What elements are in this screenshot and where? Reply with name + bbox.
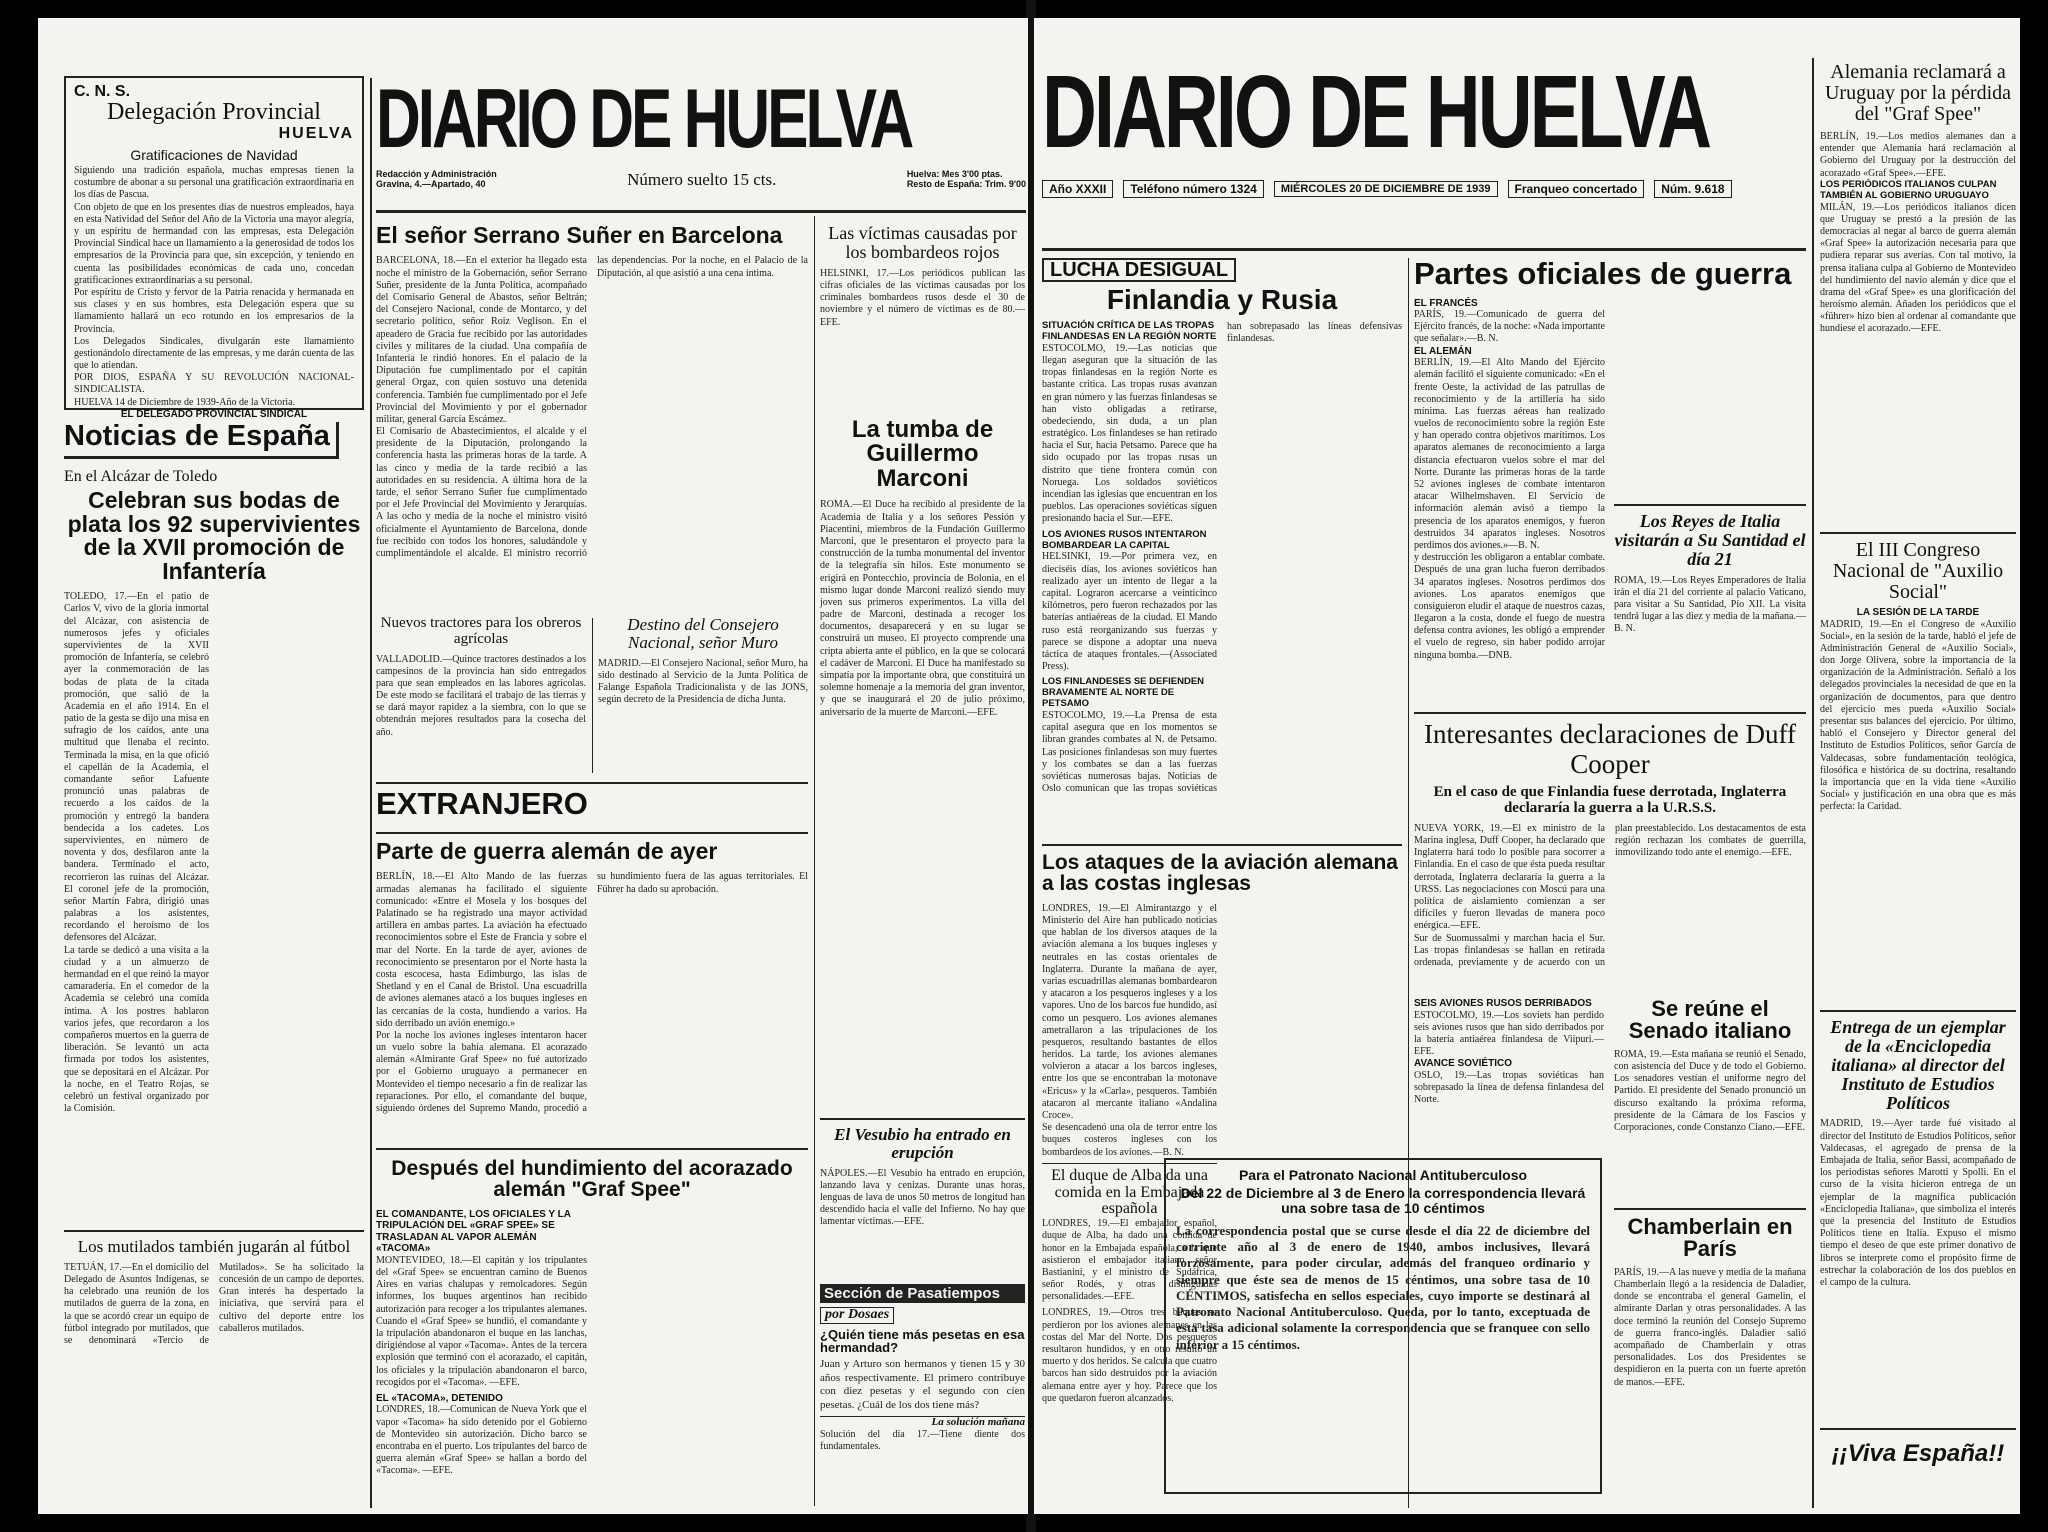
masthead-rule [376,210,1026,213]
graf-spee-body: MONTEVIDEO, 18.—El capitán y los tripulantes del «Graf Spee» se encuentran camino de Buenos Aires en varias chalupas y remolcadores. Según informes, los buques argentinos han recibido autorización para recoger a los tripulantes alemanes. Cuando el «Graf Spee» se hundió, el comandante y la tripulación abandonaron el buque en las lanchas, dirigiéndose al vapor «Tacoma». Antes de la tercera explosión que terminó con el acorazado, el capitán, los oficiales y la tripulación abandonaron el barco, recogidos por el «Tacoma». —EFE. [376,1254,587,1388]
avance-sovietico-body: OSLO, 19.—Las tropas soviéticas han sobrepasado la línea de defensa finlandesa del Norte. [1414,1069,1604,1106]
cns-paragraph-4: Los Delegados Sindicales, divulgarán este llamamiento gestionándolo directamente de las empresas, y me darán cuenta de las que lo atiendan. [74,335,354,372]
reyes-body: ROMA, 19.—Los Reyes Emperadores de Italia irán el día 21 del corriente al palacio Vaticano, para visitar a Su Santidad, Pío XII. La visita tendrá lugar a las diez y media de la mañana.—B. N. [1614,574,1806,635]
chamberlain-headline: Chamberlain en París [1627,1214,1793,1262]
lucha-headline: Finlandia y Rusia [1106,284,1338,316]
duff-cooper-article [1414,712,1806,992]
pasatiempos-heading: Sección de Pasatiempos [820,1284,1025,1303]
pasatiempos-byline: por Dosaes [820,1307,894,1324]
marconi-headline: La tumba de Guillermo Marconi [851,416,994,492]
seis-aviones-sub: SEIS AVIONES RUSOS DERRIBADOS [1414,998,1592,1009]
right-newspaper-page [1034,18,2020,1514]
marconi-article [820,418,1025,1108]
masthead-title: DIARIO DE HUELVA [1042,55,1709,170]
lucha-kicker: LUCHA DESIGUAL [1042,258,1236,282]
cns-subtitle: Gratificaciones de Navidad [130,146,298,163]
masthead-subs-2: Resto de España: Trim. 9'00 [906,178,1026,189]
victimas-article [820,224,1025,404]
cns-province: HUELVA [278,124,354,142]
column-rule [814,216,815,1506]
left-masthead [376,72,1026,198]
lucha-body-3: ESTOCOLMO, 19.—La Prensa de esta capital asegura que en los momentos se libran grandes combates al N. de Petsamo. Las posiciones finlandesas son muy fuertes y los combates se dan a las fuerzas soviéticas numerosas bajas. Noticias de Oslo comunican que las tropas soviéticas han sobrepasado las líneas defensivas finlandesas. [1042,320,1402,795]
serrano-article [376,224,808,604]
noticias-body: TOLEDO, 17.—En el patio de Carlos V, vivo de la gloria inmortal del Alcázar, con asistencia de numerosos jefes y oficiales supervivientes de la XVII promoción de Infantería, se celebró ayer la conmemoración de las bodas de plata de la citada promoción, que salió de la Academia en el año 1914. En el patio de la gesta se dijo una misa en sufragio de los caídos, ante una multitud que llenaba el recinto. Terminada la misa, en la que ofició el capellán de la Academia, el comandante señor Lafuente pronunció unas palabras de recuerdo a los caídos de la promoción y entregó la bandera bendecida a los cadetes. Los supervivientes, en número de noventa y dos, desfilaron ante la bandera. Terminado el acto, recorrieron las ruinas del Alcázar. El coronel jefe de la promoción, señor Martín Fabra, dirigió unas palabras a los asistentes, recordando el heroísmo de los defensores del Alcázar. [64,591,209,944]
uruguay-sub: LOS PERIÓDICOS ITALIANOS CULPAN TAMBIÉN AL GOBIERNO URUGUAYO [1820,178,1997,201]
extranjero-heading: EXTRANJERO [376,786,588,821]
serrano-body-2: El Comisario de Abastecimientos, el alcalde y el presidente de la Diputación, prolongando la conferencia hasta las primeras horas de la tarde. A las cinco y media de la tarde recibió a las autoridades en su residencia. A última hora de la tarde, el señor Serrano Suñer fue cumplimentado por el Jefe Provincial del Movimiento y Jerarquías. A las ocho y media de la noche el ministro visitó oficialmente el Ayuntamiento de Barcelona, donde fue recibido con todos los honores, saludándole y cumplimentándole el alcalde. El ministro recorrió las dependencias. Por la noche, en el Palacio de la Diputación, al que asistió a una cena íntima. [376,255,808,559]
pasatiempos-solution-label: La solución mañana [820,1416,1025,1429]
uruguay-body-2: MILÁN, 19.—Los periódicos italianos dicen que Uruguay se prestó a la presión de las democracias al negar al barco de guerra alemán «Graf Spee» la autorización necesaria para que pudiera reparar sus averías. Con tal motivo, la prensa italiana culpa al Gobierno de Montevideo del hundimiento del navío alemán y dice que el drama del «Graf Spee» es una glorificación del heroísmo alemán. Añaden los periódicos que el «führer» hizo bien al ordenar al comandante que hundiese el acorazado.—EFE. [1820,201,2016,335]
masthead-title: DIARIO DE HUELVA [376,72,912,166]
graf-spee-body-2: LONDRES, 18.—Comunican de Nueva York que el vapor «Tacoma» ha sido detenido por el Gobierno de Montevideo sin autorización. Dicho barco se encontraba en el puerto. Los tripulantes del barco de guerra alemán «Graf Spee» se hallan a bordo del «Tacoma». —EFE. [376,1404,587,1477]
patronato-sub: Del 22 de Diciembre al 3 de Enero la correspondencia llevará una sobre tasa de 10 céntimos [1180,1185,1586,1216]
cns-title: Delegación Provincial [107,99,321,126]
masthead-subs-1: Huelva: Mes 3'00 ptas. [906,169,1003,179]
partes-sub-fr: EL FRANCÉS [1414,297,1478,309]
ataques-body-2: Se desencadenó una ola de terror entre los buques costeros ingleses con los bombardeos de los aviones.—B. N. [1042,1122,1217,1158]
parte-aleman-headline: Parte de guerra alemán de ayer [376,838,718,864]
senado-article [1614,998,1806,1198]
enciclopedia-article [1820,1010,2016,1420]
masthead-number: Núm. 9.618 [1654,180,1731,198]
duque-headline: El duque de Alba da una comida en la Embajada española [1051,1166,1208,1218]
futbol-body: TETUÁN, 17.—En el domicilio del Delegado de Asuntos Indígenas, se ha celebrado una reunión de los mutilados de guerra de la zona, en la que se acordó crear un equipo de fútbol integrado por mutilados, que se denominará «Tercio de Mutilados». Se ha solicitado la concesión de un campo de deportes. Gran interés ha despertado la iniciativa, que servirá para el cultivo del deporte entre los caballeros mutilados. [64,1261,364,1346]
noticias-body-2: La tarde se dedicó a una visita a la ciudad y a un almuerzo de hermandad en el que reinó la mayor camaradería. En el comedor de la Academia se celebró una comida íntima. A los postres hablaron varios jefes, que recordaron a los compañeros muertos en la guerra de liberación. Se levantó un acta firmada por todos los asistentes, que se depositará en el Alcázar. Por la noche, en el Teatro Rojas, se celebró un festival organizado por la Comisión. [64,944,209,1115]
tractores-headline: Nuevos tractores para los obreros agrícolas [380,615,582,647]
lucha-body-2: HELSINKI, 19.—Por primera vez, en dieciséis días, los aviones soviéticos han realizado ayer un intento de llegar a la capital. Lograron acercarse a veinticinco kilómetros, pero fueron rechazados por las baterías antiaéreas de la ciudad. El Mando ruso está reorganizando sus fuerzas y parece se dispone a adoptar una nueva táctica de ataques frontales.—(Associated Press). [1042,551,1217,673]
victimas-headline: Las víctimas causadas por los bombardeos rojos [828,223,1017,262]
masthead-phone: Teléfono número 1324 [1123,180,1263,198]
auxilio-headline: El III Congreso Nacional de "Auxilio Social" [1832,539,2004,603]
column-rule [370,78,372,1508]
enciclopedia-headline: Entrega de un ejemplar de la «Enciclopedia italiana» al director del Instituto de Estudios Políticos [1830,1017,2006,1113]
partes-sub-de: EL ALEMÁN [1414,345,1472,357]
duque-body: LONDRES, 19.—El embajador español, duque de Alba, ha dado una comida de honor en la Embajada española, a la que asistieron el embajador italiano, señor Bastianini, y el ministro de Sudáfrica, señor Rodés, y otras distinguidas personalidades.—EFE. [1042,1218,1217,1303]
seis-aviones-body: ESTOCOLMO, 19.—Los soviets han perdido seis aviones rusos que han sido derribados por la batería antiaérea finlandesa de Viipuri.—EFE. [1414,1009,1604,1058]
partes-body-de-2: y destrucción les obligaron a entablar combate. Después de una gran lucha fueron derribados 34 aparatos ingleses. Nosotros perdimos dos aviones. Los aparatos enemigos que consiguieron eludir el ataque de nuestros cazas, llegaron a la costa, donde el fuego de nuestra defensa contra aviones, les obligó a emprender el vuelo de regreso, sin haber podido arrojar ninguna bomba.—DNB. [1414,552,1605,661]
lucha-article [1042,258,1402,838]
partes-headline: Partes oficiales de guerra [1414,256,1792,291]
partes-body-de: BERLÍN, 19.—El Alto Mando del Ejército alemán facilitó el siguiente comunicado: «En el frente Oeste, la actividad de las patrullas de reconocimiento y de la artillería ha sido mínima. Las fuerzas aéreas han realizado vuelos de reconocimiento sobre la región Este y han operado contra objetivos marítimos. Los aparatos alemanes de reconocimiento a larga distancia efectuaron vuelos sobre el mar del Norte. Durante las primeras horas de la tarde 52 aviones ingleses de combate intentaron atacar Wilhelmshaven. El Servicio de información alemán avisó a tiempo la presencia de los aparatos enemigos, y fueron destruidos 34 aparatos ingleses. Nosotros perdimos dos aviones.»—B. N. [1414,357,1605,551]
enciclopedia-body: MADRID, 19.—Ayer tarde fué visitado al director del Instituto de Estudios Políticos, señor Valdecasas, el agregado de prensa de la Embajada de Italia, señor Bassi, acompañado de los periodistas señores Marotti y Spolli. En el curso de la visita hicieron entrega de un ejemplar de la magnífica publicación «Enciclopedia Italiana», que simboliza el interés que la presencia del Instituto de Estudios Políticos tiene en Italia. Expuso el mismo tiempo el deseo de que este primer donativo de libros se interprete como el propósito firme de estrechar la colaboración de los dos pueblos en el campo de la cultura. [1820,1118,2016,1288]
masthead-rule [1042,248,1806,251]
viva-espana: ¡¡Viva España!! [1831,1440,2005,1467]
pasatiempos-question: ¿Quién tiene más pesetas en esa hermandad? [820,1326,1025,1356]
column-rule [592,618,593,773]
destino-article [598,616,808,776]
cns-paragraph-3: Por espíritu de Cristo y fervor de la Patria renacida y hermanada en sus clases y en sus hombres, esta Delegación espera que su llamamiento hallará un eco rotundo en los empresarios de la Provincia. [74,286,354,335]
serrano-body: BARCELONA, 18.—En el exterior ha llegado esta noche el ministro de la Gobernación, señor Serrano Suñer, presidente de la Junta Política, acompañado del Comisario General de Abastos, señor Beltrán; del Consejero Nacional, conde de Montarco, y del secretario político, señor Roiz Veglison. En el apeadero de Gracia fue recibido por las autoridades civiles y militares de la ciudad. Una compañía de Infantería le rindió honores. En el palacio de la Diputación fue cumplimentado por el capitán general Orgaz, con quien sostuvo una detenida conferencia. También fue cumplimentado por el Jefe Provincial del Movimiento y por el gobernador militar, general García Escámez. [376,255,587,425]
auxilio-article [1820,532,2016,1002]
masthead-admin-1: Redacción y Administración [376,169,497,179]
cns-paragraph-5: POR DIOS, ESPAÑA Y SU REVOLUCIÓN NACIONAL-SINDICALISTA. [74,372,354,396]
column-rule [1812,58,1814,1508]
viva-espana-box [1820,1428,2016,1490]
cns-paragraph-6: HUELVA 14 de Diciembre de 1939-Año de la Victoria. [74,396,296,408]
reyes-headline: Los Reyes de Italia visitarán a Su Santidad el día 21 [1614,511,1806,569]
patronato-notice [1164,1158,1602,1494]
marconi-body: ROMA.—El Duce ha recibido al presidente de la Academia de Italia y a los señores Pessión y Piacentini, miembros de la Fundación Guillermo Marconi, que le presentaron el proyecto para la construcción de la tumba monumental del inventor de la telegrafía sin hilos. Este monumento se erigirá en Pontecchio, provincia de Bolonia, en el mismo lugar donde Marconi realizó siendo muy joven sus primeros experimentos. La villa del padre de Marconi, destinada a recoger los documentos, desaparecerá y en su lugar se construirá un museo. El proyecto comprende una cripta abierta ante el público, en la que se colocará el cadáver de Marconi. El Duce ha manifestado su simpatía por la importante obra, que constituirá un solemne homenaje a la memoria del gran inventor, y que se inaugurará el 20 de julio próximo, aniversario de la muerte de Marconi.—EFE. [820,499,1025,718]
vesubio-body: NÁPOLES.—El Vesubio ha entrado en erupción, lanzando lava y cenizas. Durante unas horas, lenguas de lava de unos 50 metros de longitud han descendido hacia el valle del Infierno. No hay que lamentar víctimas.—EFE. [820,1167,1025,1228]
pasatiempos-body: Juan y Arturo son hermanos y tienen 15 y 30 años respectivamente. El primero contribuye con diez pesetas y el segundo con cien pesetas. ¿Cuál de los dos tiene más? [820,1358,1025,1411]
serrano-headline: El señor Serrano Suñer en Barcelona [376,222,783,248]
duff-body: NUEVA YORK, 19.—El ex ministro de la Marina inglesa, Duff Cooper, ha declarado que Inglaterra hará todo lo posible para socorrer a Finlandia. En el caso de que ésta pueda resultar derrotada, Inglaterra declararía la guerra a la URSS. Las negociaciones con Moscú para una política de aislamiento comienzan a ser difíciles y fueron llevadas de manera poco enérgica.—EFE. [1414,822,1605,932]
lucha-sub-3: LOS FINLANDESES SE DEFIENDEN BRAVAMENTE AL NORTE DE PETSAMO [1042,676,1205,710]
cns-delegation-notice [64,76,364,420]
partes-body-fr: PARÍS, 19.—Comunicado de guerra del Ejército francés, de la noche: «Nada importante que señalar».—B. N. [1414,309,1605,345]
masthead-price: Número suelto 15 cts. [627,169,777,189]
masthead-franqueo: Franqueo concertado [1508,180,1645,198]
tractores-body: VALLADOLID.—Quince tractores destinados a los campesinos de la provincia han sido entregados para que sean empleados en las labores agrícolas. De este modo se facilitará el trabajo de las tierras y se dará mayor rapidez a la siembra, con lo que se obtendrán mejores resultados para la cosecha del año. [376,653,586,738]
section-rule [376,782,808,784]
chamberlain-body: PARÍS, 19.—A las nueve y media de la mañana Chamberlain llegó a la residencia de Daladier, donde se encontraba el general Gamelin, el almirante Darlan y otras personalidades. A las doce terminó la reunión del Consejo Supremo de guerra franco-inglés. Daladier salió acompañado de Chamberlain y otras personalidades. Los dos Presidentes se despidieron en la puerta con un fuerte apretón de manos.—EFE. [1614,1266,1806,1388]
cns-paragraph-1: Siguiendo una tradición española, muchas empresas tienen la costumbre de abonar a su personal una gratificación extraordinaria en los días de Pascua. [74,165,354,201]
chamberlain-article [1614,1208,1806,1504]
ataques-body: LONDRES, 19.—El Almirantazgo y el Ministerio del Aire han publicado noticias que hablan de los diversos ataques de la aviación alemana a los buques ingleses y neutrales en las costas orientales de Inglaterra. Durante la mañana de ayer, varias escuadrillas alemanas bombardearon y atacaron a los pesqueros ingleses y a los vapores. Uno de los barcos fue hundido, así como un pesquero. Los aviones alemanes ametrallaron a las tripulaciones de los pesqueros, resultando bastantes de ellos heridos. La tarde, los aviones alemanes volvieron a atacar a los barcos ingleses, entre los que se encontraban la motonave «Ericus» y la «Carla», pesqueros. También atacaron al mercante italiano «Andalina Croce». [1042,902,1217,1121]
avance-sovietico-sub: AVANCE SOVIÉTICO [1414,1058,1512,1070]
masthead-admin-2: Gravina, 4.—Apartado, 40 [376,178,486,189]
masthead-date: MIÉRCOLES 20 DE DICIEMBRE DE 1939 [1274,181,1498,197]
graf-spee-sub: EL COMANDANTE, LOS OFICIALES Y LA TRIPULACIÓN DEL «GRAF SPEE» SE TRASLADAN AL VAPOR ALEMÁN «TACOMA» [376,1208,571,1255]
graf-spee-headline: Después del hundimiento del acorazado alemán "Graf Spee" [391,1157,793,1202]
noticias-headline: Celebran sus bodas de plata los 92 supervivientes de la XVII promoción de Infantería [67,487,361,584]
duff-sub: En el caso de que Finlandia fuese derrotada, Inglaterra declararía la guerra a la U.R.S.S. [1433,784,1787,817]
duff-headline: Interesantes declaraciones de Duff Cooper [1423,719,1797,779]
seis-aviones-article [1414,998,1604,1148]
vesubio-article [820,1118,1025,1274]
tractores-article [376,616,586,776]
destino-body: MADRID.—El Consejero Nacional, señor Muro, ha sido destinado al Servicio de la Junta Política de Falange Española Tradicionalista y de las JONS, según decreto de la Presidencia de dicha Junta. [598,657,808,706]
noticias-heading: Noticias de España [64,422,339,459]
parte-aleman-body: BERLÍN, 18.—El Alto Mando de las fuerzas armadas alemanas ha facilitado el siguiente comunicado: «Entre el Mosela y los bosques del Palatinado se ha registrado una mayor actividad artillera en ambas partes. La aviación ha efectuado reconocimientos sobre el Este de Francia y sobre el mar del Norte. En la tarde de ayer, aviones de reconocimiento se presentaron por el Norte hasta la costa escocesa, hasta Edimburgo, las islas de Shetland y en el Canal de Bristol. Una escuadrilla de aviones alemanes atacó a los buques ingleses en las cercanías de la costa, hundiendo a varios. Ha sido derribado un avión enemigo.» [376,871,587,1029]
destino-headline: Destino del Consejero Nacional, señor Muro [627,615,779,652]
right-masthead [1042,55,1802,222]
cns-org: C. N. S. [74,83,131,100]
senado-body: ROMA, 19.—Esta mañana se reunió el Senado, con asistencia del Duce y de todo el Gobierno. Los senadores vestían el uniforme negro del Partido. El presidente del Senado pronunció un discurso exaltando la próxima reforma, presidente de la Cámara de los Fascios y Corporaciones, conde Constanzo Ciano.—EFE. [1614,1048,1806,1133]
reyes-article [1614,504,1806,704]
parte-aleman-article [376,840,808,1138]
noticias-kicker: En el Alcázar de Toledo [64,467,218,485]
left-newspaper-page [38,18,1028,1514]
auxilio-sub: LA SESIÓN DE LA TARDE [1856,607,1980,618]
parte-aleman-body-2: Por la noche los aviones ingleses intentaron hacer un vuelo sobre la bahía alemana. El acorazado alemán «Almirante Graf Spee» no fué autorizado por el Gobierno uruguayo a permanecer en Montevideo el tiempo necesario a fin de realizar las reparaciones. Por ello, el comandante del buque, siguiendo órdenes del Supremo Mando, procedió a su hundimiento fuera de las aguas territoriales. El Führer ha dado su aprobación. [376,871,808,1115]
masthead-year: Año XXXII [1042,180,1113,198]
pasatiempos-section [820,1284,1025,1510]
pasatiempos-solution: Solución del día 17.—Tiene diente dos fundamentales. [820,1428,1025,1452]
patronato-body: La correspondencia postal que se curse desde el día 22 de diciembre del corriente año al 3 de enero de 1940, ambos inclusives, llevará forzosamente, para poder circular, además del franqueo ordinario y siempre que éste sea de menos de 15 céntimos, una sobre tasa de 10 CÉNTIMOS, satisfecha en sellos especiales, cuyo importe se destinará al Patronato Nacional Antituberculoso. Queda, por lo tanto, exceptuada de esta tasa adicional solamente la correspondencia que se franquee con sello inferior a 15 céntimos. [1176,1222,1590,1352]
section-rule [376,832,808,834]
lucha-body: ESTOCOLMO, 19.—Las noticias que llegan aseguran que la situación de las tropas finlandesas en la región Norte es bastante crítica. Las tropas rusas avanzan en gran número y las fuerzas finlandesas se han visto obligadas a retirarse, obedeciendo, sin duda, a un plan estratégico. Los finlandeses se han retirado hacia el Sur, hacia Petsamo. Parece que ha sido ocupado por las tropas rusas un distrito que tiene frontera común con Noruega. Los soldados soviéticos incendian las iglesias que encuentran en los pueblos. Las operaciones soviéticas siguen presionando hacia el Sur.—EFE. [1042,342,1217,525]
victimas-body: HELSINKI, 17.—Los periódicos publican las cifras oficiales de las víctimas causadas por los criminales bombardeos rusos desde el 30 de noviembre y el número de víctimas es de 80.—EFE. [820,267,1025,328]
patronato-heading: Para el Patronato Nacional Antituberculoso [1238,1167,1528,1183]
extranjero-heading-wrap [376,788,808,830]
duff-body-2: Sur de Suomussalmi y marchan hacia el Sur. Las tropas finlandesas se hallan en retirada ordenada, previamente y de acuerdo con un plan preestablecido. Los destacamentos de esta región rechazan los combates de guerrilla, inmovilizando todo ante el enemigo.—EFE. [1414,822,1806,968]
futbol-headline: Los mutilados también jugarán al fútbol [77,1237,351,1256]
senado-headline: Se reúne el Senado italiano [1628,996,1792,1044]
auxilio-body: MADRID, 19.—En el Congreso de «Auxilio Social», en la sesión de la tarde, habló el jefe de Administración General de «Auxilio Social», don Jorge Olivera, sobre la importancia de la organización de la Administración. Señaló a los delegados provinciales la necesidad de que en la organización de documentos, para que dentro del ejercicio mes pueda «Auxilio Social» presentar sus balances del ejercicio. Por último, habló el Consejero y Director general del Instituto de Estudios Políticos, señor García de Valdecasas, sobre fundamentación teológica, filosófica e histórica de su doctrina, resaltando la importancia que en la vida tiene «Auxilio Social» y justificación en una obra que es más perfecta: la Caridad. [1820,618,2016,813]
futbol-article [64,1230,364,1510]
graf-spee-sub-2: EL «TACOMA», DETENIDO [376,1392,503,1404]
uruguay-headline: Alemania reclamará a Uruguay por la pérdida del "Graf Spee" [1824,61,2012,125]
cns-paragraph-2: Con objeto de que en los presentes días de nuestros empleados, haya en esta Natividad del Señor del Año de la Victoria una mayor alegría, y un espíritu de hermandad con las empresas, esta Delegación Provincial Sindical hace un llamamiento a la generosidad de todos los empresarios de la Provincia para que, sin excepción, y teniendo en cuenta las posibilidades económicas de cada uno, concedan gratificaciones extraordinarias a su personal. [74,201,354,286]
lucha-sub: SITUACIÓN CRÍTICA DE LAS TROPAS FINLANDESAS EN LA REGIÓN NORTE [1042,319,1217,342]
lucha-sub-2: LOS AVIONES RUSOS INTENTARON BOMBARDEAR LA CAPITAL [1042,528,1207,551]
ataques-body-3: LONDRES, 19.—Otros tres buques se perdieron por los aviones alemanes en las costas del Mar del Norte. Dos pesqueros resultaron hundidos, y en otro resultó un muerto y dos heridos. Se calcula que cuatro barcos han sido destruidos por la aviación alemana entre ayer y hoy. Parece que los que quedaron fueron alcanzados. [1042,1307,1217,1404]
vesubio-headline: El Vesubio ha entrado en erupción [834,1125,1011,1162]
cns-signature: EL DELEGADO PROVINCIAL SINDICAL [120,408,308,420]
uruguay-body: BERLÍN, 19.—Los medios alemanes dan a entender que Alemania hará reclamación al Gobierno del Uruguay por la destrucción del acorazado «Graf Spee».—EFE. [1820,131,2016,179]
ataques-headline: Los ataques de la aviación alemana a las costas inglesas [1042,851,1398,896]
graf-spee-article [376,1148,808,1508]
uruguay-article [1820,62,2016,532]
